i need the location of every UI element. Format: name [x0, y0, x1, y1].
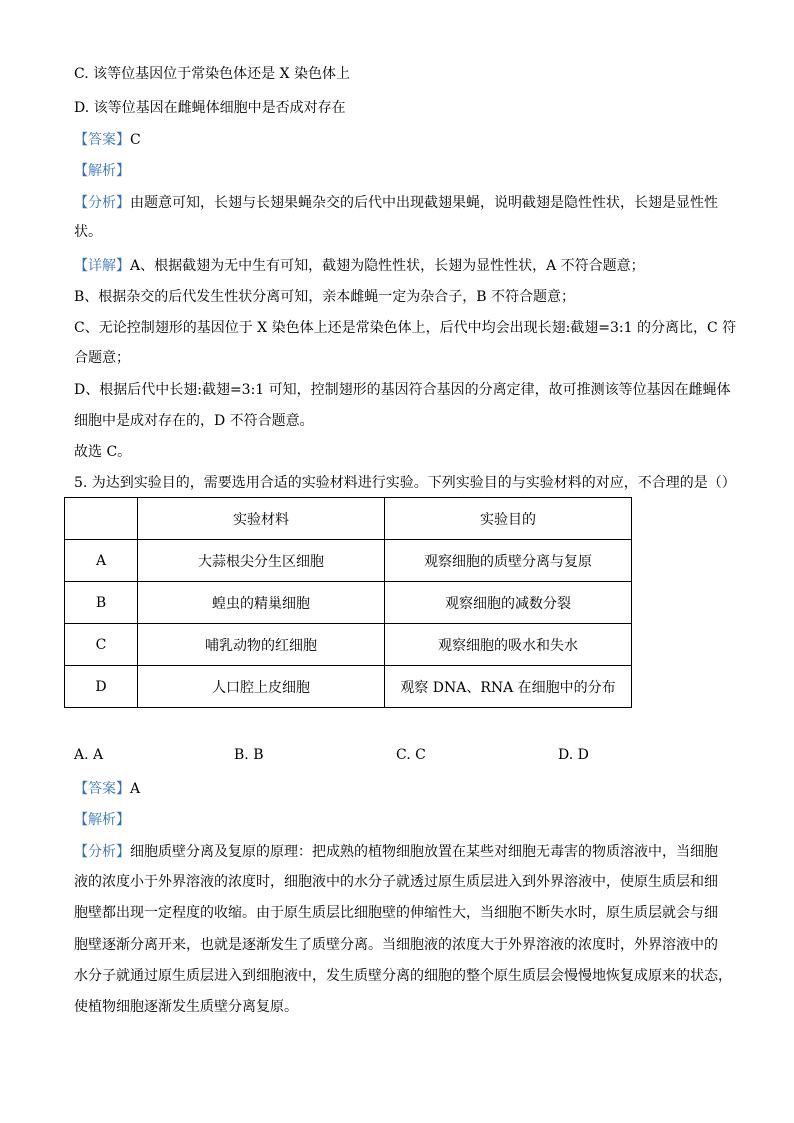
- row-key: B: [65, 582, 138, 624]
- xiangjie-tag: 【详解】: [74, 258, 130, 274]
- q4-fenxi-line-2: 状。: [74, 224, 102, 240]
- row-material: 哺乳动物的红细胞: [138, 624, 385, 666]
- q4-xiangjie-line-4: 合题意；: [74, 350, 130, 366]
- q4-xiangjie-line-1: 【详解】A、根据截翅为无中生有可知，截翅为隐性性状，长翅为显性性状，A 不符合题意；: [74, 258, 645, 274]
- q5-fenxi-line-2: 液的浓度小于外界溶液的浓度时，细胞液中的水分子就透过原生质层进入到外界溶液中，使原生质层和细: [74, 874, 718, 890]
- q5-fenxi-line-5: 水分子就通过原生质层进入到细胞液中，发生质壁分离的细胞的整个原生质层会慢慢地恢复成原来的状态，: [74, 968, 732, 984]
- row-material: 蝗虫的精巢细胞: [138, 582, 385, 624]
- row-material: 人口腔上皮细胞: [138, 666, 385, 708]
- q4-analysis-tag: 【解析】: [74, 163, 130, 179]
- table-header-cell: 实验目的: [385, 498, 632, 540]
- row-key: A: [65, 540, 138, 582]
- table-row: [65, 624, 632, 666]
- row-purpose: 观察细胞的吸水和失水: [385, 624, 632, 666]
- option-c: C. 该等位基因位于常染色体还是 X 染色体上: [74, 66, 350, 82]
- q4-xiangjie-line-3: C、无论控制翅形的基因位于 X 染色体上还是常染色体上，后代中均会出现长翅:截翅=3:1 的分离比，C 符: [74, 320, 737, 336]
- answer-value: C: [130, 132, 141, 148]
- row-material: 大蒜根尖分生区细胞: [138, 540, 385, 582]
- answer-tag: 【答案】: [74, 132, 130, 148]
- fenxi-tag: 【分析】: [74, 844, 130, 860]
- choice-d: D. D: [558, 747, 589, 763]
- q5-analysis-tag: 【解析】: [74, 812, 130, 828]
- row-purpose: 观察细胞的减数分裂: [385, 582, 632, 624]
- q4-xiangjie-line-5: D、根据后代中长翅:截翅=3:1 可知，控制翅形的基因符合基因的分离定律，故可推测该等位基因在雌蝇体: [74, 382, 731, 398]
- q4-xiangjie-line-2: B、根据杂交的后代发生性状分离可知，亲本雌蝇一定为杂合子，B 不符合题意；: [74, 289, 576, 305]
- table-row: [65, 582, 632, 624]
- q5-answer: [74, 779, 140, 799]
- table-header-cell: [65, 498, 138, 540]
- answer-value: A: [130, 781, 141, 797]
- q4-xiangjie-line-6: 细胞中是成对存在的，D 不符合题意。: [74, 413, 314, 429]
- q5-fenxi-line-4: 胞壁逐渐分离开来，也就是逐渐发生了质壁分离。当细胞液的浓度大于外界溶液的浓度时，外界溶液中的: [74, 937, 718, 953]
- row-key: C: [65, 624, 138, 666]
- table-header-cell: 实验材料: [138, 498, 385, 540]
- q5-fenxi-line-1: 【分析】细胞质壁分离及复原的原理：把成熟的植物细胞放置在某些对细胞无毒害的物质溶液中，当细胞: [74, 844, 718, 860]
- q4-answer: [74, 130, 141, 150]
- q4-fenxi-line-1: 【分析】由题意可知，长翅与长翅果蝇杂交的后代中出现截翅果蝇，说明截翅是隐性性状，长翅是显性性: [74, 195, 718, 211]
- q5-stem: 5. 为达到实验目的，需要选用合适的实验材料进行实验。下列实验目的与实验材料的对应，不合理的是（）: [74, 475, 736, 491]
- choice-c: C. C: [396, 747, 426, 763]
- answer-tag: 【答案】: [74, 781, 130, 797]
- choice-a: A. A: [74, 747, 104, 763]
- fenxi-tag: 【分析】: [74, 195, 130, 211]
- table-header-row: [65, 498, 632, 540]
- table-row: [65, 540, 632, 582]
- table-row: [65, 666, 632, 708]
- q4-conclusion: 故选 C。: [74, 444, 132, 460]
- row-purpose: 观察细胞的质壁分离与复原: [385, 540, 632, 582]
- q5-fenxi-line-3: 胞壁都出现一定程度的收缩。由于原生质层比细胞壁的伸缩性大，当细胞不断失水时，原生质层就会与细: [74, 905, 718, 921]
- experiment-table: [64, 497, 632, 708]
- q5-fenxi-line-6: 使植物细胞逐渐发生质壁分离复原。: [74, 999, 298, 1015]
- row-key: D: [65, 666, 138, 708]
- option-d: D. 该等位基因在雌蝇体细胞中是否成对存在: [74, 100, 346, 116]
- choice-b: B. B: [234, 747, 264, 763]
- row-purpose: 观察 DNA、RNA 在细胞中的分布: [385, 666, 632, 708]
- q5-choices: [74, 747, 634, 767]
